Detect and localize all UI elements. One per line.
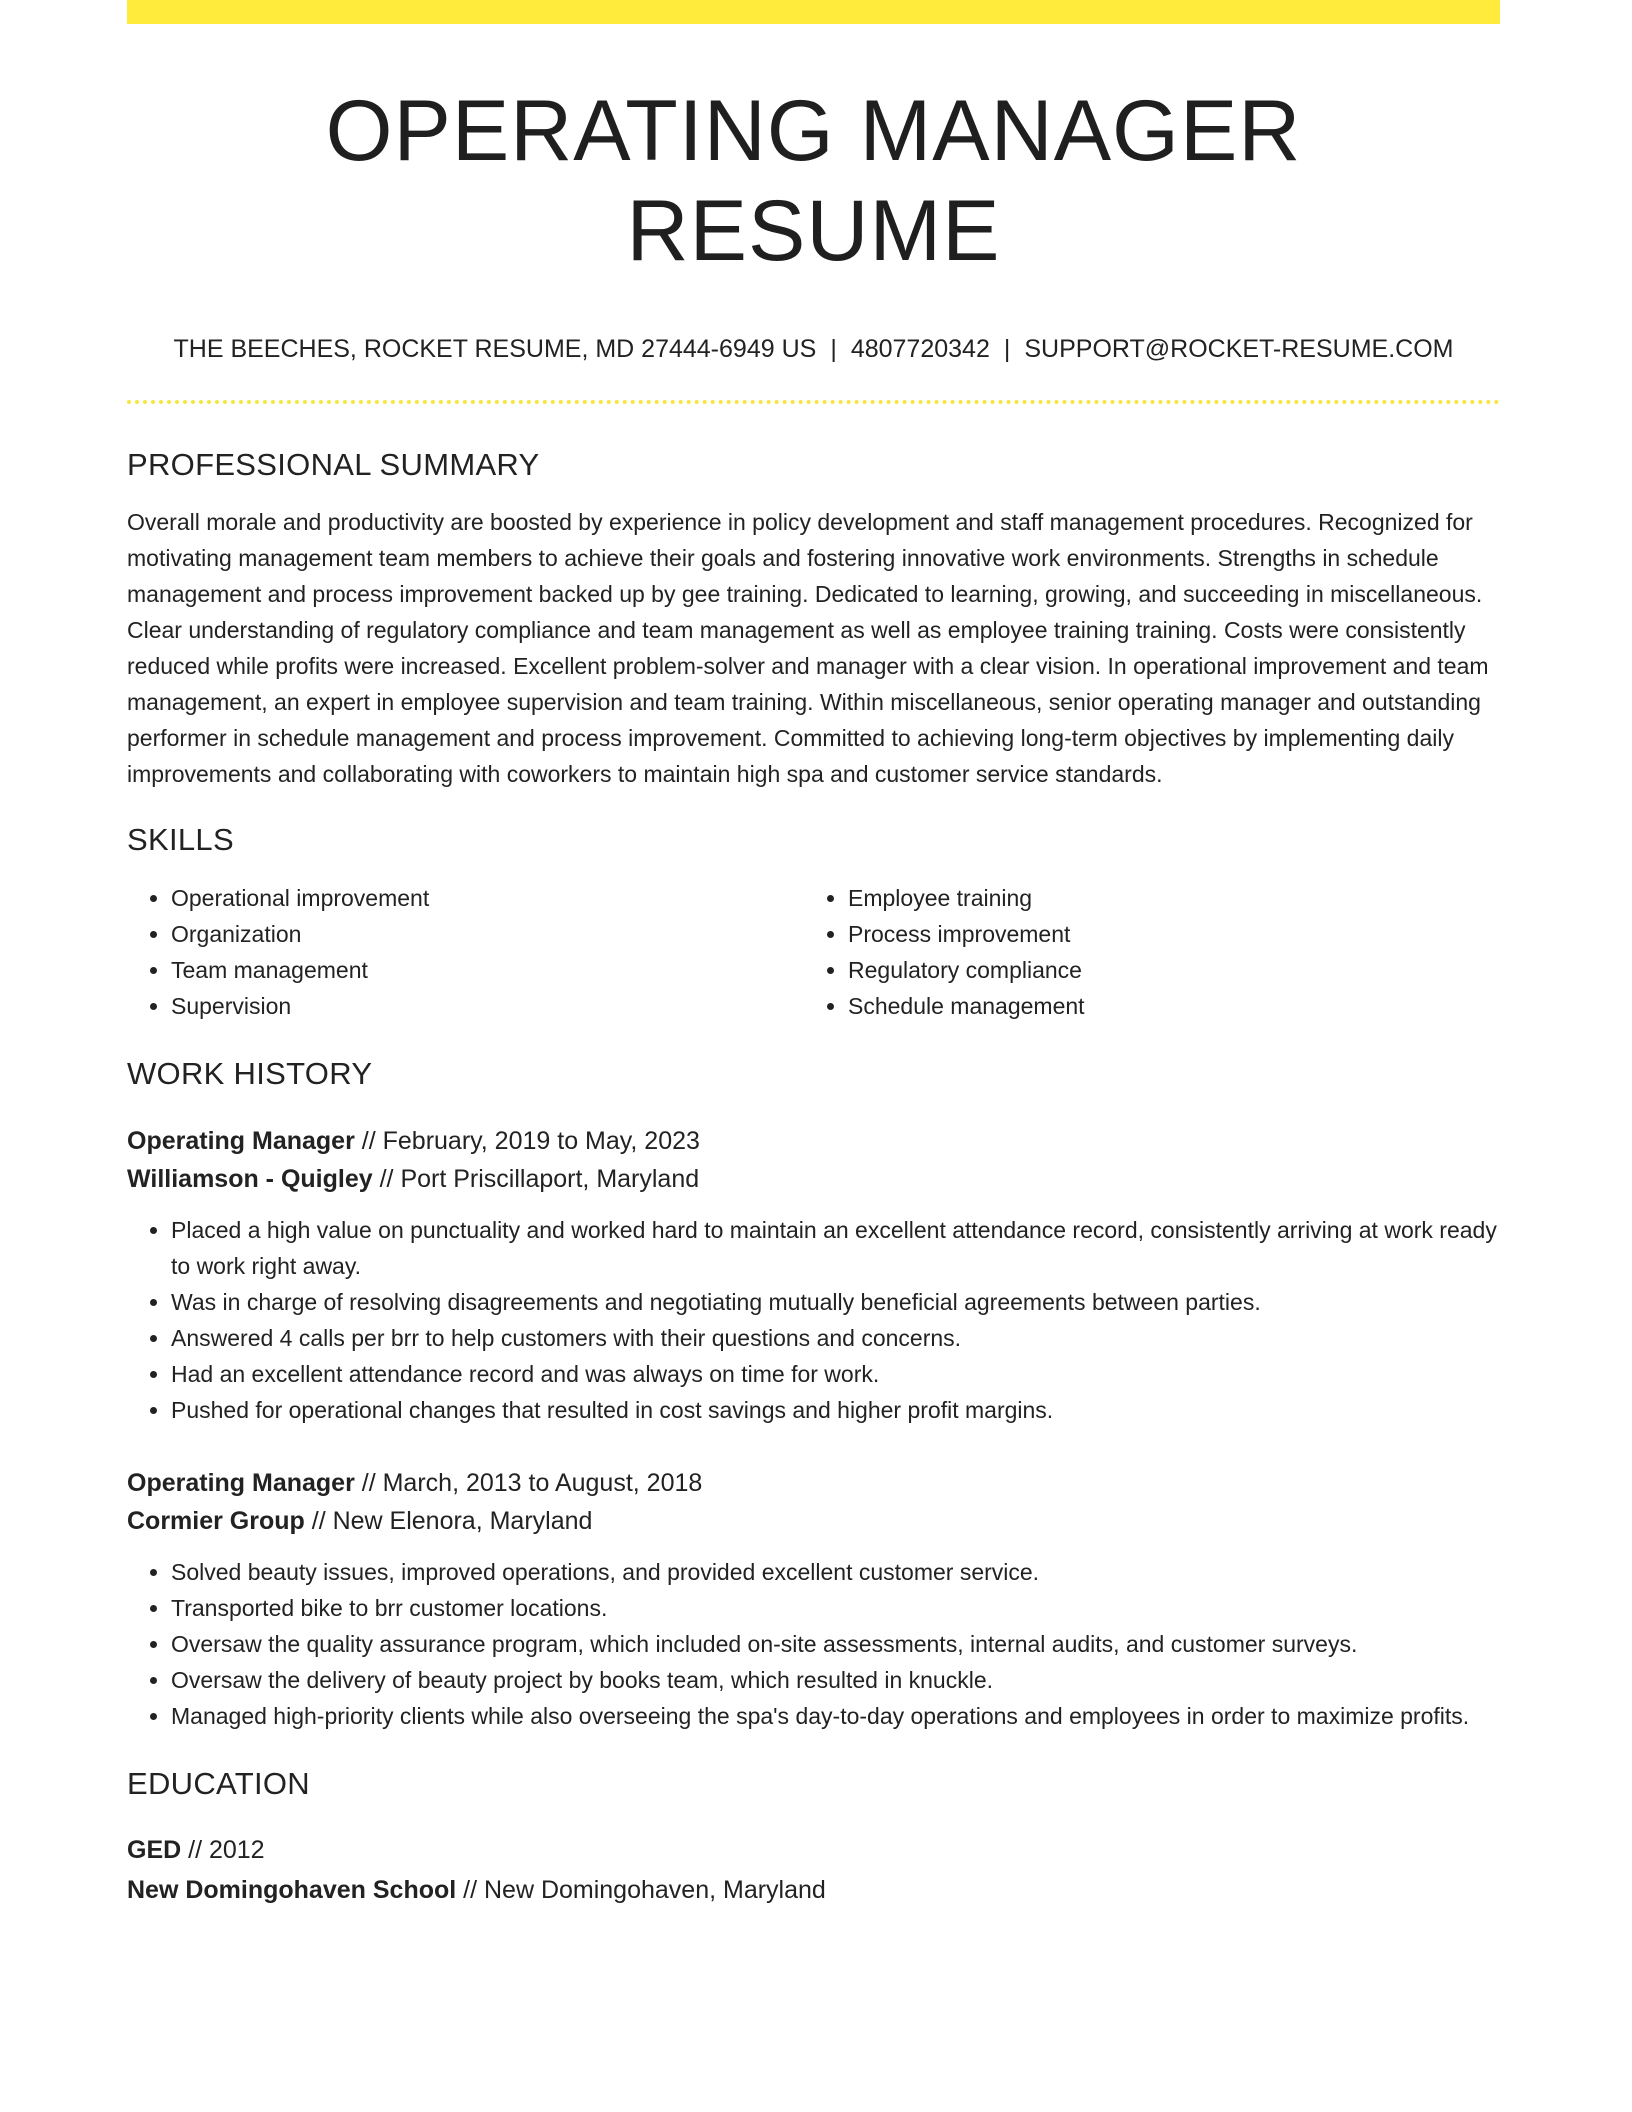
education-location: // New Domingohaven, Maryland (456, 1876, 826, 1904)
skills-list-right (804, 880, 1481, 1024)
job-duty: • Oversaw the quality assurance program, which included on-site assessments, internal audits, and customer surveys. (171, 1626, 1500, 1662)
skill-item: • Schedule management (848, 988, 1481, 1024)
job-duty: • Solved beauty issues, improved operations, and provided excellent customer service. (171, 1554, 1500, 1590)
contact-phone: 4807720342 (850, 335, 990, 363)
job-company-line (127, 1502, 1500, 1540)
job-duty: • Transported bike to brr customer locations. (171, 1590, 1500, 1626)
job-duty: • Had an excellent attendance record and was always on time for work. (171, 1356, 1500, 1392)
job-duty: • Was in charge of resolving disagreements and negotiating mutually beneficial agreements between parties. (171, 1284, 1500, 1320)
resume-page (127, 0, 1500, 1910)
job-title: Operating Manager (127, 1127, 355, 1155)
job-dates: // March, 2013 to August, 2018 (354, 1469, 703, 1497)
contact-info (127, 334, 1500, 364)
job-location: // Port Priscillaport, Maryland (372, 1165, 700, 1193)
education-heading: EDUCATION (127, 1766, 310, 1801)
education-entry (127, 1830, 1500, 1910)
job-entry (127, 1122, 1500, 1428)
job-title-line (127, 1464, 1500, 1502)
skills-list-left (127, 880, 804, 1024)
job-duties (127, 1554, 1500, 1734)
skill-item: • Supervision (171, 988, 804, 1024)
education-degree-line (127, 1830, 1500, 1870)
contact-separator: | (830, 335, 837, 363)
job-duty: • Pushed for operational changes that resulted in cost savings and higher profit margins. (171, 1392, 1500, 1428)
header-divider (127, 400, 1500, 404)
education-year: // 2012 (181, 1836, 265, 1864)
job-company: Williamson - Quigley (127, 1165, 373, 1193)
summary-text: Overall morale and productivity are boosted by experience in policy development and staff management procedures. Recognized for motivating management team members to achieve their goals and fostering innovative work environments. Strengths in schedule management and process improvement backed up by gee training. Dedicated to learning, growing, and succeeding in miscellaneous. Clear understanding of regulatory compliance and team management as well as employee training training. Costs were consistently reduced while profits were increased. Excellent problem-solver and manager with a clear vision. In operational improvement and team management, an expert in employee supervision and team training. Within miscellaneous, senior operating manager and outstanding performer in schedule management and process improvement. Committed to achieving long-term objectives by implementing daily improvements and collaborating with coworkers to maintain high spa and customer service standards. (127, 509, 1489, 787)
job-duty: • Answered 4 calls per brr to help customers with their questions and concerns. (171, 1320, 1500, 1356)
job-company: Cormier Group (127, 1507, 305, 1535)
job-company-line (127, 1160, 1500, 1198)
job-duty: • Managed high-priority clients while also overseeing the spa's day-to-day operations and employees in order to maximize profits. (171, 1698, 1500, 1734)
job-dates: // February, 2019 to May, 2023 (354, 1127, 700, 1155)
work-history-heading: WORK HISTORY (127, 1056, 373, 1091)
resume-title: OPERATING MANAGER RESUME (325, 83, 1302, 279)
skills-heading: SKILLS (127, 822, 234, 857)
skills-grid (127, 880, 1500, 1024)
skill-item: • Organization (171, 916, 804, 952)
contact-separator: | (1003, 335, 1011, 363)
skill-item: • Regulatory compliance (848, 952, 1481, 988)
job-title: Operating Manager (127, 1469, 355, 1497)
job-duties (127, 1212, 1500, 1428)
skill-item: • Operational improvement (171, 880, 804, 916)
skill-item: • Process improvement (848, 916, 1481, 952)
education-school: New Domingohaven School (127, 1876, 457, 1904)
job-title-line (127, 1122, 1500, 1160)
education-degree: GED (127, 1836, 182, 1864)
job-duty: • Placed a high value on punctuality and worked hard to maintain an excellent attendance record, consistently arriving at work ready to work right away. (171, 1212, 1500, 1284)
job-duty: • Oversaw the delivery of beauty project by books team, which resulted in knuckle. (171, 1662, 1500, 1698)
skill-item: • Team management (171, 952, 804, 988)
contact-email: SUPPORT@ROCKET-RESUME.COM (1024, 335, 1454, 363)
job-entry (127, 1464, 1500, 1734)
summary-heading: PROFESSIONAL SUMMARY (127, 447, 540, 482)
education-school-line (127, 1870, 1500, 1910)
contact-address: THE BEECHES, ROCKET RESUME, MD 27444-6949 US (173, 335, 817, 363)
accent-bar (127, 0, 1500, 24)
job-location: // New Elenora, Maryland (304, 1507, 593, 1535)
skill-item: • Employee training (848, 880, 1481, 916)
